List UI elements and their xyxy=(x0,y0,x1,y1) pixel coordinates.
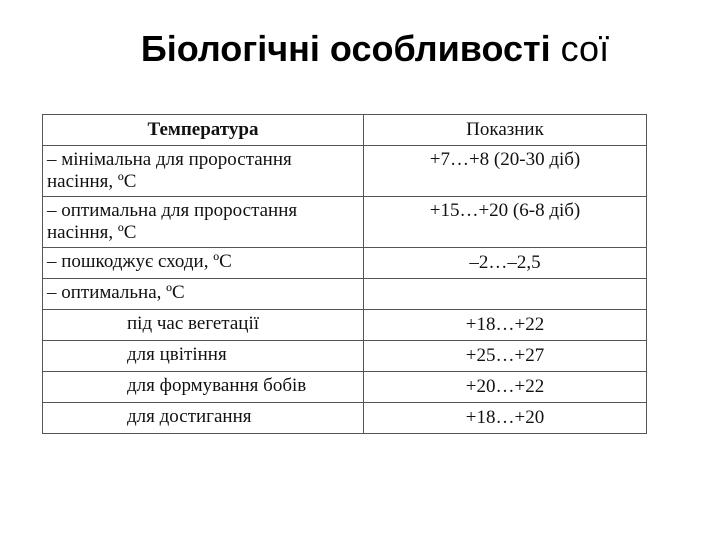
table-row xyxy=(43,248,647,279)
row-label: – пошкоджує сходи, ºС xyxy=(43,248,364,279)
row-value: –2…–2,5 xyxy=(364,248,647,279)
row-value xyxy=(364,279,647,310)
row-value: +20…+22 xyxy=(364,372,647,403)
table-row xyxy=(43,341,647,372)
temperature-table-container xyxy=(42,114,646,434)
row-label-line1: – оптимальна для проростання xyxy=(47,200,298,221)
table-row xyxy=(43,372,647,403)
temperature-table xyxy=(42,114,647,434)
row-value: +25…+27 xyxy=(364,341,647,372)
row-value: +15…+20 (6-8 діб) xyxy=(364,197,647,248)
row-label: – оптимальна, ºС xyxy=(43,279,364,310)
table-row xyxy=(43,279,647,310)
title-normal-part: сої xyxy=(560,28,610,69)
row-label xyxy=(43,146,364,197)
row-label-line1: – мінімальна для проростання xyxy=(47,149,292,170)
table-row xyxy=(43,146,647,197)
row-label: для формування бобів xyxy=(43,372,364,403)
row-label-line2: насіння, ºС xyxy=(47,171,137,192)
row-value: +18…+22 xyxy=(364,310,647,341)
row-value: +7…+8 (20-30 діб) xyxy=(364,146,647,197)
table-row xyxy=(43,197,647,248)
row-value: +18…+20 xyxy=(364,403,647,434)
table-header-row xyxy=(43,115,647,146)
title-bold-part: Біологічні особливості xyxy=(140,28,551,69)
table-row xyxy=(43,310,647,341)
row-label: під час вегетації xyxy=(43,310,364,341)
row-label-line2: насіння, ºС xyxy=(47,222,137,243)
header-temperature: Температура xyxy=(43,115,364,146)
slide-title xyxy=(0,28,720,70)
header-indicator: Показник xyxy=(364,115,647,146)
row-label: для достигання xyxy=(43,403,364,434)
row-label: для цвітіння xyxy=(43,341,364,372)
table-row xyxy=(43,403,647,434)
row-label xyxy=(43,197,364,248)
